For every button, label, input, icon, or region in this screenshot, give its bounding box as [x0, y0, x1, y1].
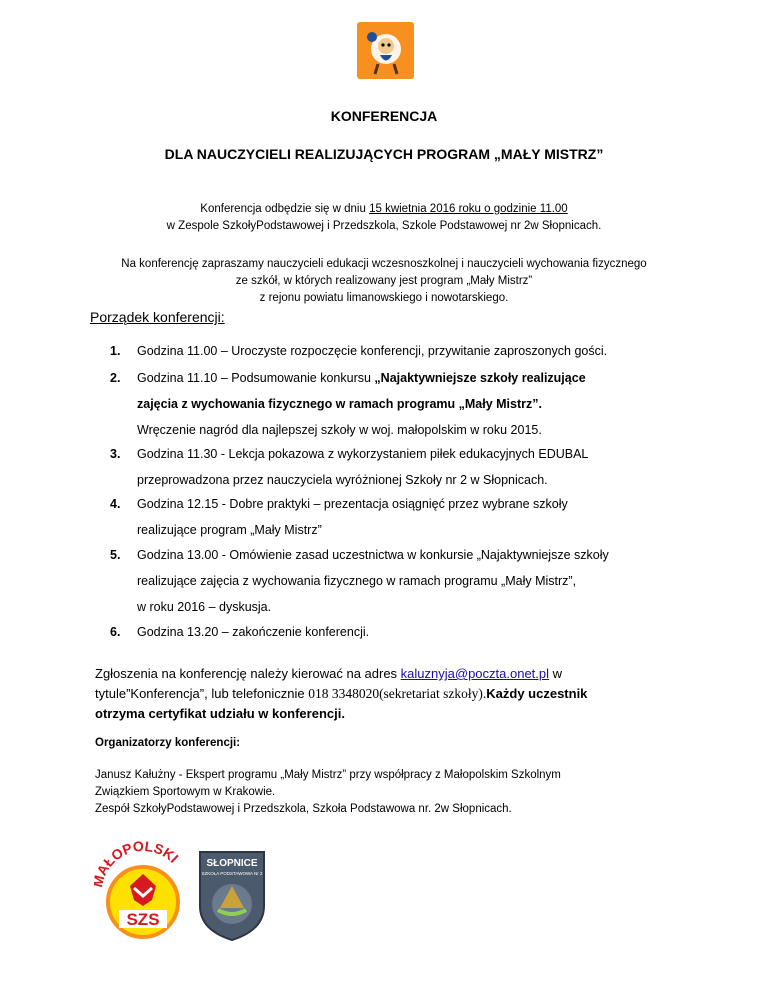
szs-text: SZS: [126, 910, 160, 929]
agenda-number: 5.: [110, 548, 121, 562]
agenda-text: realizujące zajęcia z wychowania fizycznego w ramach programu „Mały Mistrz”,: [137, 574, 577, 588]
doc-subtitle: DLA NAUCZYCIELI REALIZUJĄCYCH PROGRAM „MAŁY MISTRZ”: [164, 146, 604, 162]
organizers-line-2: Związkiem Sportowym w Krakowie.: [95, 786, 276, 798]
contact-line-2: [95, 684, 695, 704]
agenda-text: w roku 2016 – dyskusja.: [137, 600, 272, 614]
intro-date: 15 kwietnia 2016 roku o godzinie 11.00: [369, 203, 568, 215]
agenda-text: Wręczenie nagród dla najlepszej szkoły w woj. małopolskim w roku 2015.: [137, 423, 542, 437]
agenda-number: 2.: [110, 371, 121, 385]
certificate-note-cont: otrzyma certyfikat udziału w konferencji.: [95, 706, 345, 721]
intro-line-2: w Zespole SzkołyPodstawowej i Przedszkola, Szkole Podstawowej nr 2w Słopnicach.: [166, 220, 602, 232]
contact-text: Zgłoszenia na konferencję należy kierować na adres: [95, 666, 401, 681]
contact-line-1: [95, 664, 695, 684]
invite-line-1: Na konferencję zapraszamy nauczycieli edukacji wczesnoszkolnej i nauczycieli wychowania fizycznego: [121, 258, 647, 270]
email-link[interactable]: kaluznyja@poczta.onet.pl: [400, 666, 550, 681]
mszs-arc-text: AŁOPOLSKI: [94, 840, 182, 879]
intro-prefix: Konferencja odbędzie się w dniu: [200, 203, 370, 215]
agenda-text: przeprowadzona przez nauczyciela wyróżnionej Szkoły nr 2 w Słopnicach.: [137, 473, 548, 487]
organizers-line-3: Zespół SzkołyPodstawowej i Przedszkola, Szkoła Podstawowa nr. 2w Słopnicach.: [95, 803, 512, 815]
phone-number: 018 3348020(sekretariat szkoły).: [308, 686, 487, 701]
agenda-text: zajęcia z wychowania fizycznego w ramach programu „Mały Mistrz”.: [137, 397, 542, 411]
agenda-text: Godzina 11.00 – Uroczyste rozpoczęcie konferencji, przywitanie zaproszonych gości.: [137, 344, 608, 358]
agenda-text: [137, 371, 586, 385]
contact-section: [95, 664, 695, 724]
contact-text: w: [549, 666, 563, 681]
invite-line-2: ze szkół, w których realizowany jest program „Mały Mistrz”: [235, 275, 533, 287]
school-subtitle: SZKOŁA PODSTAWOWA Nr 2: [201, 871, 263, 876]
mszs-logo: [94, 840, 192, 942]
doc-title: KONFERENCJA: [330, 108, 438, 124]
agenda-text: Godzina 13.20 – zakończenie konferencji.: [137, 625, 370, 639]
agenda-number: 6.: [110, 625, 121, 639]
organizers-line-1: Janusz Kałużny - Ekspert programu „Mały Mistrz” przy współpracy z Małopolskim Szkolnym: [95, 769, 561, 781]
agenda-text: realizujące program „Mały Mistrz”: [137, 523, 322, 537]
agenda-number: 1.: [110, 344, 121, 358]
contest-name: „Najaktywniejsze szkoły realizujące: [374, 371, 586, 385]
certificate-note: Każdy uczestnik: [486, 686, 588, 701]
agenda-text-part: Godzina 11.10 – Podsumowanie konkursu: [137, 371, 375, 385]
agenda-number: 4.: [110, 497, 121, 511]
agenda-text: Godzina 12.15 - Dobre praktyki – prezentacja osiągnięć przez wybrane szkoły: [137, 497, 568, 511]
contact-text: tytule”Konferencja”, lub telefonicznie: [95, 686, 309, 701]
agenda-list: [110, 0, 730, 994]
agenda-number: 3.: [110, 447, 121, 461]
school-crest: [196, 848, 268, 942]
agenda-text: Godzina 13.00 - Omówienie zasad uczestnictwa w konkursie „Najaktywniejsze szkoły: [137, 548, 609, 562]
organizers-heading: Organizatorzy konferencji:: [95, 737, 241, 749]
invite-line-3: z rejonu powiatu limanowskiego i nowotarskiego.: [259, 292, 509, 304]
agenda-heading: Porządek konferencji:: [90, 309, 225, 325]
agenda-text: Godzina 11.30 - Lekcja pokazowa z wykorzystaniem piłek edukacyjnych EDUBAL: [137, 447, 589, 461]
school-name: SŁOPNICE: [206, 858, 258, 869]
